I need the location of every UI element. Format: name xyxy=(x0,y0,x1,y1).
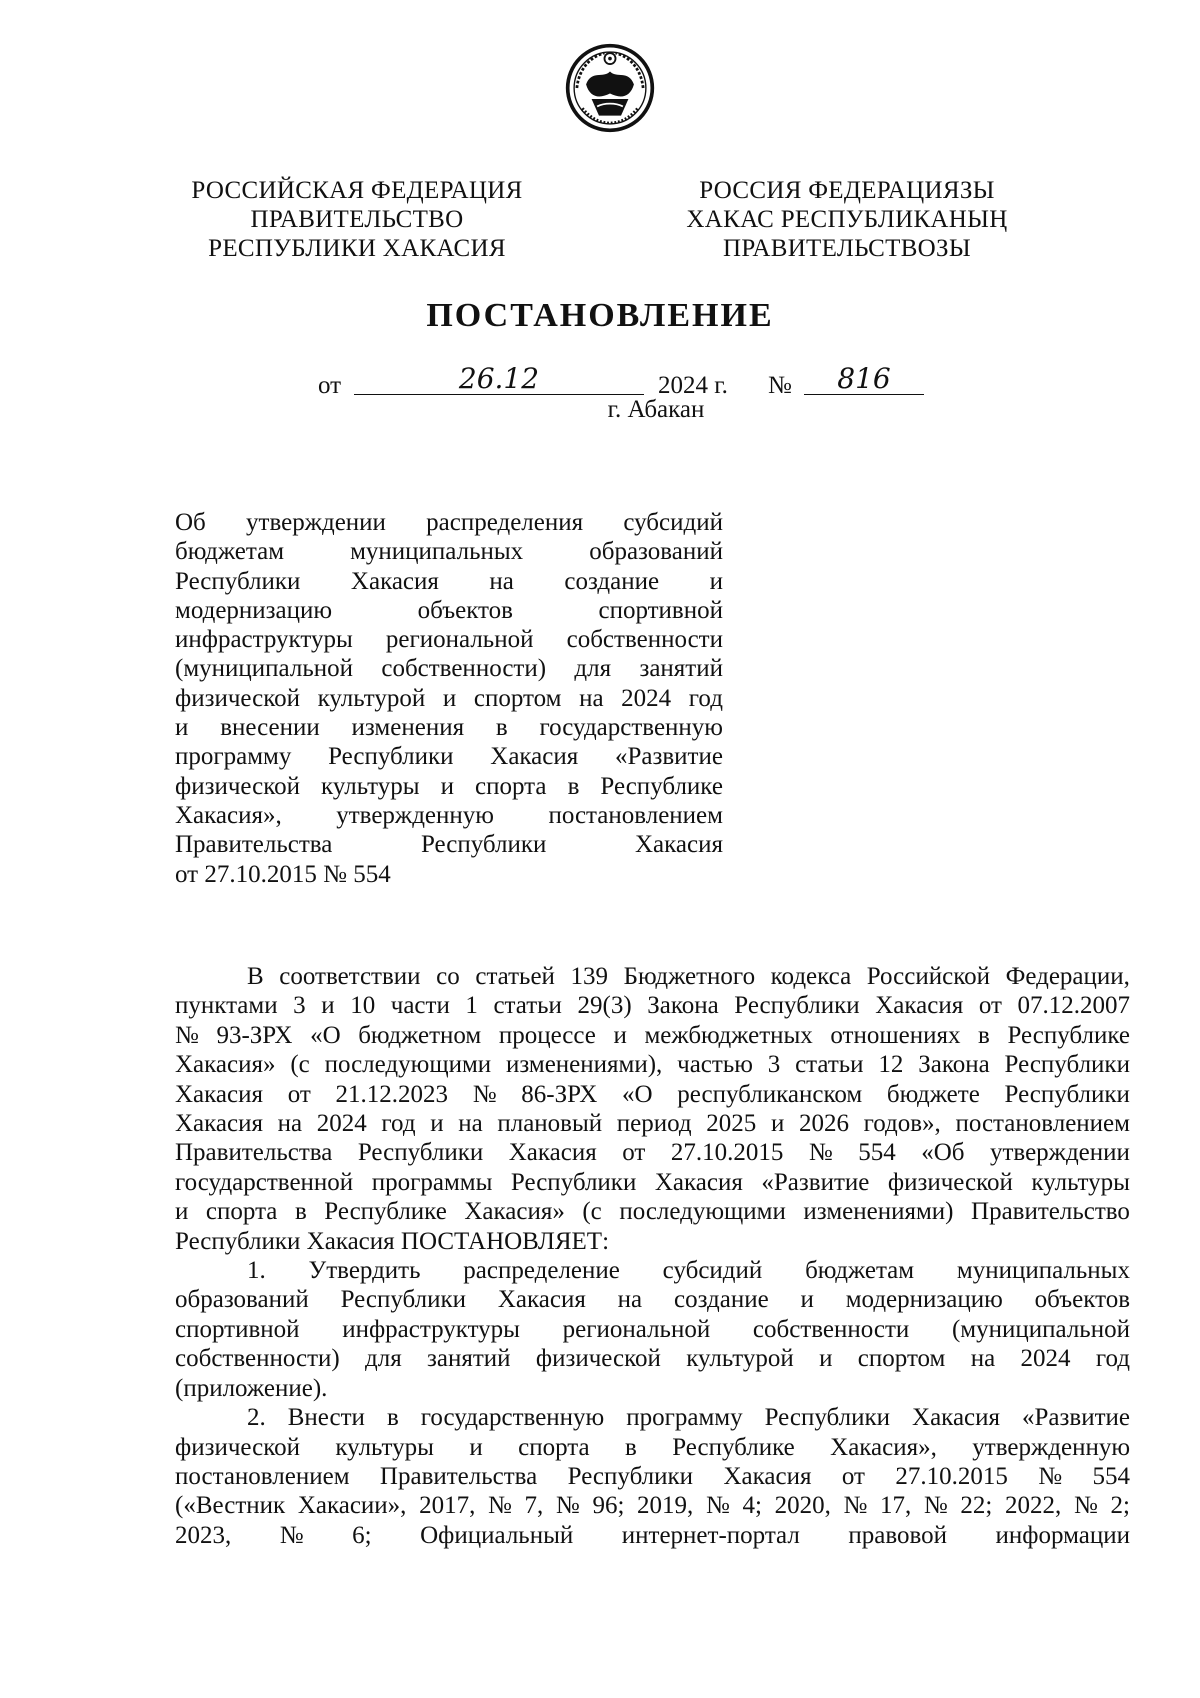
body-line: Хакасия от 21.12.2023 № 86-ЗРХ «О республиканском бюджете Республики xyxy=(175,1080,1130,1108)
subject-line: физической культуры и спорта в Республике xyxy=(175,772,723,800)
body-line: 1. Утвердить распределение субсидий бюджетам муниципальных xyxy=(247,1257,1130,1285)
body-line: («Вестник Хакасии», 2017, № 7, № 96; 2019, № 4; 2020, № 17, № 22; 2022, № 2; xyxy=(175,1492,1130,1520)
subject-line: Правительства Республики Хакасия xyxy=(175,831,723,859)
subject-line: физической культурой и спортом на 2024 год xyxy=(175,684,723,712)
subject-block xyxy=(175,508,723,889)
header-right-line: ХАКАС РЕСПУБЛИКАНЫҢ xyxy=(686,206,1008,233)
header-left-line: РЕСПУБЛИКИ ХАКАСИЯ xyxy=(208,235,506,262)
header-right-line: РОССИЯ ФЕДЕРАЦИЯЗЫ xyxy=(699,177,995,204)
year-label: 2024 г. xyxy=(658,372,728,399)
subject-line: программу Республики Хакасия «Развитие xyxy=(175,743,723,771)
from-label: от xyxy=(318,372,342,399)
body-line: постановлением Правительства Республики Хакасия от 27.10.2015 № 554 xyxy=(175,1462,1130,1490)
subject-line: бюджетам муниципальных образований xyxy=(175,538,723,566)
subject-line: модернизацию объектов спортивной xyxy=(175,596,723,624)
document-title: ПОСТАНОВЛЕНИЕ xyxy=(426,297,774,334)
subject-line: от 27.10.2015 № 554 xyxy=(175,860,391,888)
body-line: (приложение). xyxy=(175,1374,328,1402)
body-line: пунктами 3 и 10 части 1 статьи 29(3) Закона Республики Хакасия от 07.12.2007 xyxy=(175,992,1130,1020)
document-body xyxy=(175,962,1130,1550)
date-field: 26.12 xyxy=(354,364,644,395)
subject-line: (муниципальной собственности) для занятий xyxy=(175,655,723,683)
header-left-line: РОССИЙСКАЯ ФЕДЕРАЦИЯ xyxy=(191,177,523,204)
body-line: № 93-ЗРХ «О бюджетном процессе и межбюджетных отношениях в Республике xyxy=(175,1021,1130,1049)
coat-of-arms-icon xyxy=(564,42,656,134)
body-line: 2023, № 6; Официальный интернет-портал правовой информации xyxy=(175,1521,1130,1549)
body-line: физической культуры и спорта в Республике Хакасия», утвержденную xyxy=(175,1433,1130,1461)
number-field: 816 xyxy=(804,364,924,395)
number-label: № xyxy=(768,372,792,399)
city-label: г. Абакан xyxy=(607,396,705,423)
body-line: и спорта в Республике Хакасия» (с последующими изменениями) Правительство xyxy=(175,1198,1130,1226)
body-line: Хакасия» (с последующими изменениями), частью 3 статьи 12 Закона Республики xyxy=(175,1051,1130,1079)
body-line: государственной программы Республики Хакасия «Развитие физической культуры xyxy=(175,1168,1130,1196)
header-right-line: ПРАВИТЕЛЬСТВОЗЫ xyxy=(723,235,971,262)
body-line: образований Республики Хакасия на создание и модернизацию объектов xyxy=(175,1286,1130,1314)
subject-line: Хакасия», утвержденную постановлением xyxy=(175,801,723,829)
subject-line: инфраструктуры региональной собственности xyxy=(175,626,723,654)
body-line: Хакасия на 2024 год и на плановый период 2025 и 2026 годов», постановлением xyxy=(175,1110,1130,1138)
header-left xyxy=(147,176,567,263)
header-left-line: ПРАВИТЕЛЬСТВО xyxy=(250,206,464,233)
body-line: спортивной инфраструктуры региональной собственности (муниципальной xyxy=(175,1315,1130,1343)
body-line: В соответствии со статьей 139 Бюджетного кодекса Российской Федерации, xyxy=(247,963,1130,990)
subject-line: Об утверждении распределения субсидий xyxy=(175,509,723,536)
body-line: 2. Внести в государственную программу Республики Хакасия «Развитие xyxy=(247,1404,1130,1432)
body-line: собственности) для занятий физической культурой и спортом на 2024 год xyxy=(175,1345,1130,1373)
body-line: Республики Хакасия ПОСТАНОВЛЯЕТ: xyxy=(175,1227,610,1255)
subject-line: и внесении изменения в государственную xyxy=(175,714,723,742)
header-right xyxy=(637,176,1057,263)
body-line: Правительства Республики Хакасия от 27.10.2015 № 554 «Об утверждении xyxy=(175,1139,1130,1167)
subject-line: Республики Хакасия на создание и xyxy=(175,567,723,595)
